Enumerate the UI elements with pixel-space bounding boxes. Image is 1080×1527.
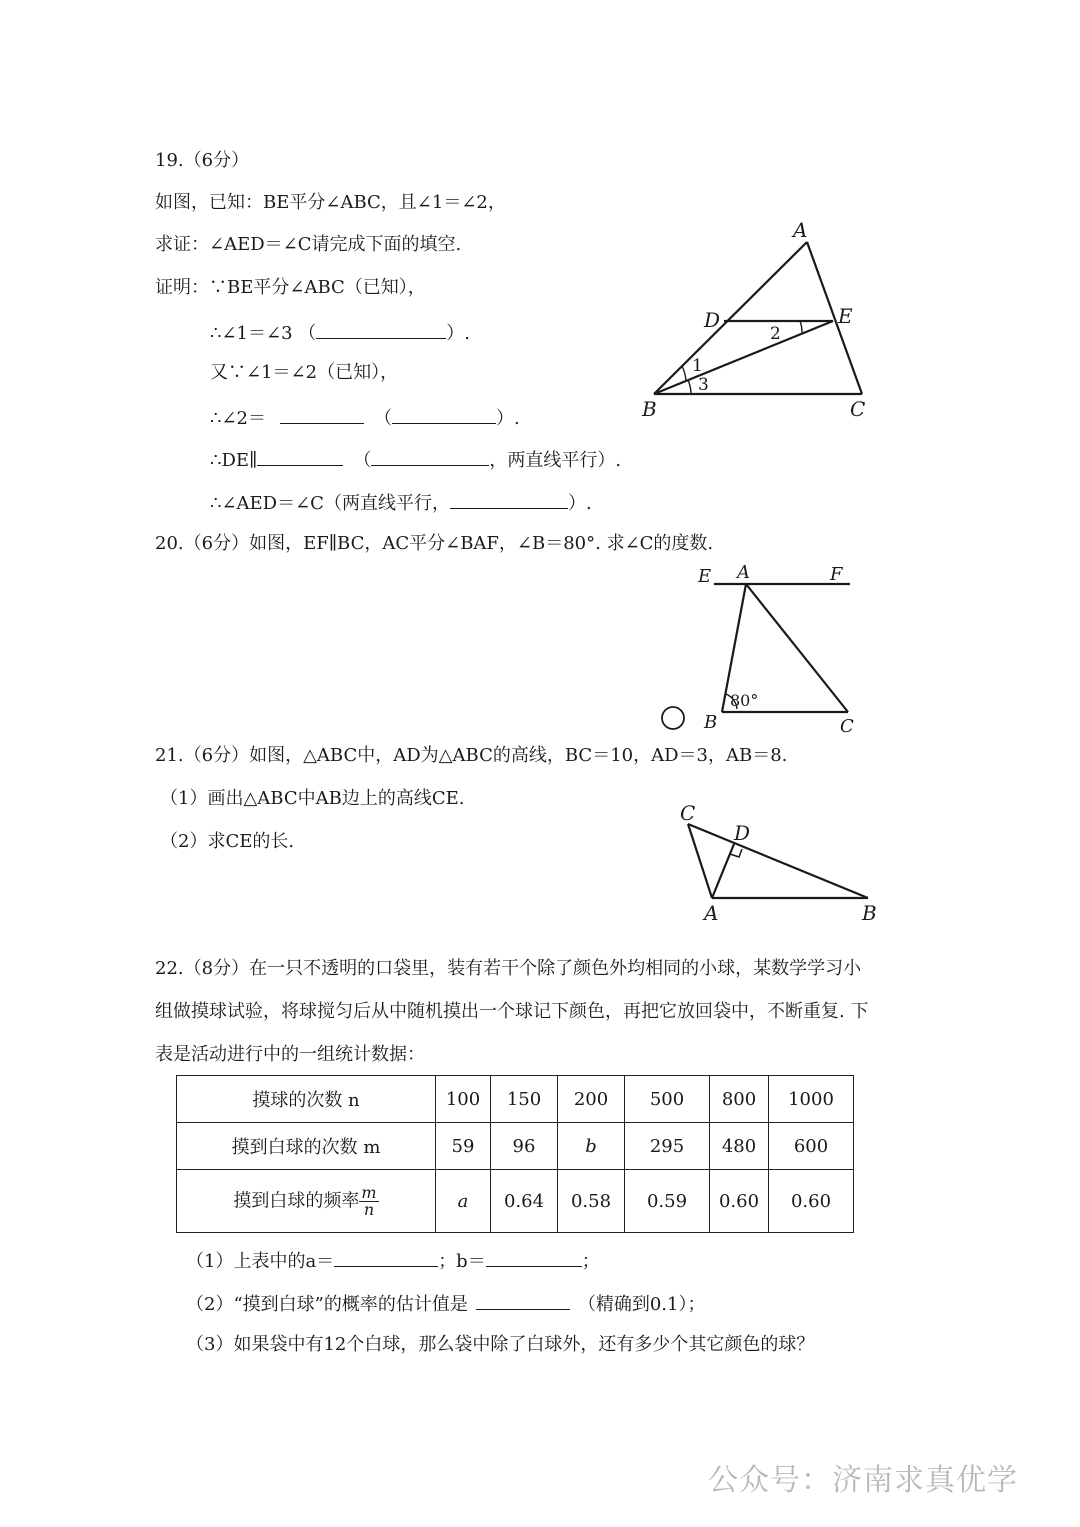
q19-header: 19.（6分） — [155, 150, 250, 171]
q22-part3: （3）如果袋中有12个白球，那么袋中除了白球外，还有多少个其它颜色的球？ — [186, 1334, 815, 1355]
table-cell: 600 — [769, 1123, 854, 1170]
table-row — [177, 1076, 854, 1123]
table-cell: 0.58 — [558, 1170, 625, 1233]
table-cell: a — [436, 1170, 491, 1233]
q21-line-ca — [688, 824, 712, 898]
table-header-cell: 摸球的次数 n — [177, 1076, 436, 1123]
q19-label-1: 1 — [692, 356, 703, 376]
q19-step3-end: ）. — [496, 408, 520, 429]
q20-label-a: A — [737, 562, 750, 583]
q20-text: 20.（6分）如图，EF∥BC，AC平分∠BAF，∠B＝80°. 求∠C的度数. — [155, 533, 714, 554]
table-cell: 295 — [625, 1123, 710, 1170]
q19-step4-paren: （ — [353, 450, 372, 471]
q19-step4-end: ，两直线平行）. — [489, 450, 622, 471]
q21-figure — [670, 800, 890, 930]
q19-given: 如图，已知：BE平分∠ABC，且∠1＝∠2， — [155, 192, 506, 213]
q21-label-d: D — [734, 821, 751, 845]
table-cell: 0.60 — [710, 1170, 769, 1233]
q19-step5-text: ∴∠AED＝∠C（两直线平行， — [210, 493, 450, 514]
q21-label-c: C — [680, 801, 696, 825]
q22-part1-b: ；b＝ — [438, 1251, 486, 1272]
q20-label-b: B — [704, 712, 718, 733]
q21-label-a: A — [704, 901, 719, 925]
q22-blank-b[interactable] — [486, 1248, 582, 1267]
q19-step5-end: ）. — [567, 493, 592, 514]
q21-part1: （1）画出△ABC中AB边上的高线CE. — [160, 788, 465, 809]
q22-part1-end: ； — [581, 1251, 600, 1272]
q19-label-d: D — [704, 308, 721, 332]
table-header-cell: 摸到白球的次数 m — [177, 1123, 436, 1170]
q19-blank-2[interactable] — [280, 405, 364, 424]
table-cell: 1000 — [769, 1076, 854, 1123]
frequency-label: 摸到白球的频率 — [233, 1190, 360, 1211]
q20-label-f: F — [830, 564, 843, 585]
q22-line3: 表是活动进行中的一组统计数据： — [155, 1044, 425, 1065]
fraction-denominator: n — [363, 1199, 375, 1219]
q19-arc-3 — [688, 380, 691, 393]
q22-part1 — [186, 1248, 600, 1273]
q21-part2: （2）求CE的长. — [160, 831, 295, 852]
q19-arc-1 — [682, 366, 686, 381]
q20-line-ac — [746, 584, 848, 712]
table-cell: b — [558, 1123, 625, 1170]
q19-step5 — [210, 490, 592, 515]
q19-proof-start: 证明：∵BE平分∠ABC（已知）， — [155, 277, 426, 298]
q21-line-cb — [688, 824, 868, 898]
q19-label-c: C — [850, 397, 866, 421]
q19-blank-3[interactable] — [392, 405, 496, 424]
q19-step3-text: ∴∠2＝ — [210, 408, 266, 429]
table-cell: 150 — [491, 1076, 558, 1123]
table-cell: 59 — [436, 1123, 491, 1170]
q21-label-b: B — [862, 901, 877, 925]
q19-step3-paren: （ — [374, 408, 392, 429]
fraction-m-over-n — [359, 1182, 378, 1219]
q22-line2: 组做摸球试验，将球搅匀后从中随机摸出一个球记下颜色，再把它放回袋中，不断重复. 下 — [155, 1001, 869, 1022]
q22-part1-text: （1）上表中的a＝ — [186, 1251, 335, 1272]
q19-line-be — [654, 321, 833, 394]
q19-step4 — [210, 447, 621, 472]
q19-line-ac — [807, 242, 862, 394]
table-cell: 500 — [625, 1076, 710, 1123]
q19-label-e: E — [838, 304, 853, 328]
q20-label-e: E — [698, 566, 712, 587]
q19-blank-1[interactable] — [316, 320, 446, 339]
q19-arc-2 — [800, 321, 802, 333]
q22-line1: 22.（8分）在一只不透明的口袋里，装有若干个除了颜色外均相同的小球，某数学学习小 — [155, 958, 862, 979]
table-cell: 200 — [558, 1076, 625, 1123]
q19-step1-text: ∴∠1＝∠3 （ — [210, 323, 317, 344]
q19-blank-6[interactable] — [450, 490, 568, 509]
q20-figure — [690, 560, 870, 740]
table-cell: 800 — [710, 1076, 769, 1123]
watermark: 公众号：济南求真优学 — [708, 1463, 1018, 1498]
q20-angle-b: 80° — [730, 691, 759, 710]
q22-part2-end: （精确到0.1）； — [577, 1294, 706, 1315]
q22-part2 — [186, 1291, 706, 1316]
q19-line-ba — [654, 242, 807, 394]
q20-circle-mark — [660, 705, 688, 733]
table-cell: 96 — [491, 1123, 558, 1170]
q19-figure — [630, 215, 890, 425]
q19-step1 — [210, 320, 470, 345]
q19-label-a: A — [793, 218, 808, 242]
q19-step2: 又∵∠1＝∠2（已知）， — [210, 362, 399, 383]
table-cell: 100 — [436, 1076, 491, 1123]
q19-blank-4[interactable] — [257, 447, 343, 466]
q22-part2-text: （2）“摸到白球”的概率的估计值是 — [186, 1294, 468, 1315]
fraction-numerator: m — [361, 1182, 377, 1202]
q19-prove: 求证：∠AED＝∠C请完成下面的填空. — [155, 234, 462, 255]
q21-text: 21.（6分）如图，△ABC中，AD为△ABC的高线，BC＝10，AD＝3，AB＝8. — [155, 745, 788, 766]
table-header-cell — [177, 1170, 436, 1233]
q19-step3 — [210, 405, 520, 430]
q19-label-2: 2 — [770, 324, 781, 344]
table-row — [177, 1170, 854, 1233]
q22-table — [176, 1075, 854, 1233]
table-cell: 480 — [710, 1123, 769, 1170]
q22-blank-a[interactable] — [334, 1248, 438, 1267]
q21-line-ad — [712, 844, 734, 898]
q19-label-3: 3 — [698, 375, 709, 395]
table-row — [177, 1123, 854, 1170]
q19-blank-5[interactable] — [371, 447, 489, 466]
q19-step4-text: ∴DE∥ — [210, 450, 258, 471]
table-cell: 0.64 — [491, 1170, 558, 1233]
q22-blank-c[interactable] — [476, 1291, 570, 1310]
table-cell: 0.60 — [769, 1170, 854, 1233]
q20-label-c: C — [840, 716, 854, 737]
q19-label-b: B — [642, 397, 657, 421]
q19-step1-end: ）. — [446, 323, 470, 344]
table-cell: 0.59 — [625, 1170, 710, 1233]
